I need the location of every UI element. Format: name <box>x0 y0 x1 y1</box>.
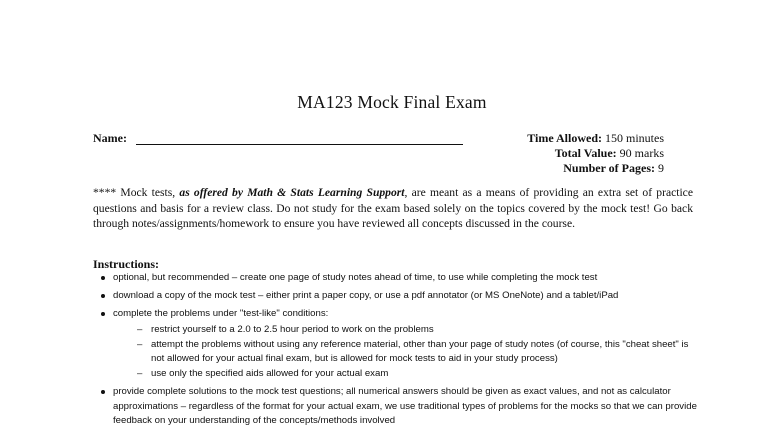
list-item <box>93 271 703 285</box>
list-item-text: download a copy of the mock test – either print a paper copy, or use a pdf annotator (or MS OneNote) and a tablet/iPad <box>113 290 619 302</box>
time-allowed-label: Time Allowed: <box>527 131 602 145</box>
exam-title: MA123 Mock Final Exam <box>297 92 487 112</box>
sub-list-item-text: restrict yourself to a 2.0 to 2.5 hour period to work on the problems <box>151 323 434 335</box>
instructions-list <box>93 271 703 432</box>
intro-prefix: **** Mock tests, <box>93 186 180 199</box>
bullet-icon <box>101 390 105 394</box>
time-allowed-row <box>527 131 664 146</box>
intro-paragraph <box>93 185 693 232</box>
bullet-icon <box>101 312 105 316</box>
total-value-label: Total Value: <box>554 146 617 160</box>
total-value-row <box>527 146 664 161</box>
list-item-text: optional, but recommended – create one page of study notes ahead of time, to use while completing the mock test <box>113 272 598 283</box>
sub-list-item <box>113 338 703 366</box>
number-of-pages-value: 9 <box>658 161 664 175</box>
list-item-text: provide complete solutions to the mock test questions; all numerical answers should be given as exact values, and not as calculator approximations – regardless of the format for your actual exam, we use traditional types of problems for the mocks so that we can provide feedback on your understanding of the concepts/methods involved <box>113 386 697 426</box>
sub-list-item-text: attempt the problems without using any reference material, other than your page of study notes (of course, this "cheat sheet" is not allowed for your actual final exam, but is allowed for mock tests to aid in your study process) <box>151 338 689 365</box>
dash-icon: – <box>137 323 143 335</box>
dash-icon: – <box>137 338 143 350</box>
sub-list-item-text: use only the specified aids allowed for your actual exam <box>151 368 389 380</box>
total-value-value: 90 marks <box>619 146 664 160</box>
bullet-icon <box>101 276 105 280</box>
name-label: Name: <box>93 131 127 145</box>
instructions-heading: Instructions: <box>93 257 160 271</box>
list-item <box>93 289 703 303</box>
sub-list-item <box>113 323 703 337</box>
intro-emphasis: as offered by Math & Stats Learning Support <box>179 186 405 199</box>
intro-rest: , are meant as a means of providing an extra set of practice questions and basis for a review class. Do not study for the exam based solely on the topics covered by the mock test! Go back through notes/assignments/homework to ensure you have reviewed all concepts discussed in the course. <box>93 186 693 231</box>
list-item-text: complete the problems under "test-like" conditions: <box>113 308 329 320</box>
number-of-pages-row <box>527 161 664 176</box>
time-allowed-value: 150 minutes <box>605 131 664 145</box>
name-blank-line <box>136 144 463 145</box>
sub-list-item <box>113 367 703 381</box>
list-item <box>93 385 703 428</box>
list-item <box>93 307 703 381</box>
number-of-pages-label: Number of Pages: <box>563 161 655 175</box>
exam-meta <box>527 131 664 176</box>
dash-icon: – <box>137 368 143 380</box>
bullet-icon <box>101 294 105 298</box>
